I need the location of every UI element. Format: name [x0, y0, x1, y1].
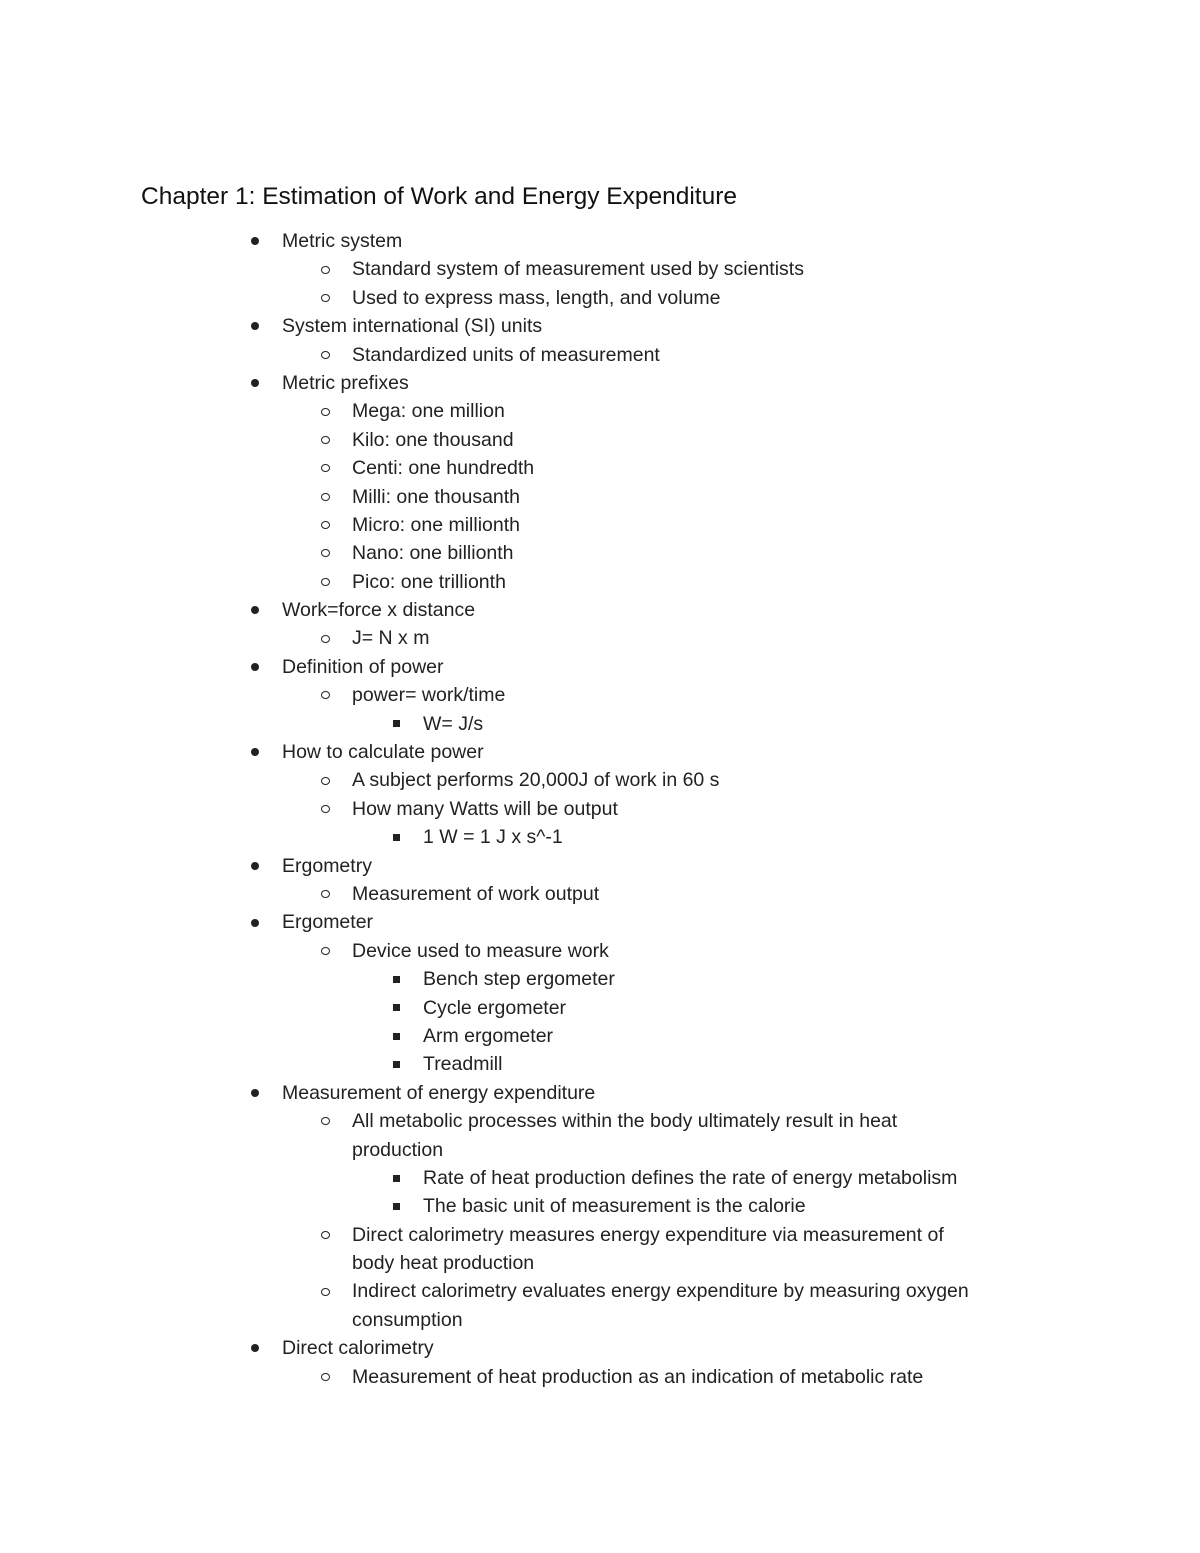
list-item [0, 312, 1200, 340]
hollow-circle-bullet-icon [318, 681, 332, 709]
list-item [0, 397, 1200, 425]
filled-square-bullet-icon [389, 965, 403, 993]
list-item-text: How many Watts will be output [352, 797, 618, 820]
filled-circle-bullet-icon [248, 1334, 262, 1362]
hollow-circle-bullet-icon [318, 454, 332, 482]
list-item-text: production [352, 1138, 444, 1161]
filled-circle-bullet-icon [248, 908, 262, 936]
list-item [0, 1107, 1200, 1135]
filled-square-bullet-icon [389, 994, 403, 1022]
list-item [0, 341, 1200, 369]
list-item [0, 880, 1200, 908]
list-item-text: Metric prefixes [282, 371, 409, 394]
list-item [0, 255, 1200, 283]
filled-square-bullet-icon [389, 823, 403, 851]
list-item [0, 1050, 1200, 1078]
list-item [0, 568, 1200, 596]
list-item [0, 994, 1200, 1022]
list-item [0, 1079, 1200, 1107]
hollow-circle-bullet-icon [318, 284, 332, 312]
hollow-circle-bullet-icon [318, 568, 332, 596]
list-item [0, 483, 1200, 511]
hollow-circle-bullet-icon [318, 937, 332, 965]
hollow-circle-bullet-icon [318, 1363, 332, 1391]
hollow-circle-bullet-icon [318, 1221, 332, 1249]
filled-circle-bullet-icon [248, 653, 262, 681]
list-item [0, 937, 1200, 965]
bullet-outline [0, 227, 1200, 1391]
filled-circle-bullet-icon [248, 227, 262, 255]
list-item [0, 426, 1200, 454]
list-item-text: Arm ergometer [423, 1024, 554, 1047]
hollow-circle-bullet-icon [318, 483, 332, 511]
filled-circle-bullet-icon [248, 738, 262, 766]
list-item-text: Measurement of energy expenditure [282, 1081, 596, 1104]
hollow-circle-bullet-icon [318, 539, 332, 567]
filled-circle-bullet-icon [248, 312, 262, 340]
hollow-circle-bullet-icon [318, 397, 332, 425]
list-item-continuation [0, 1306, 1200, 1334]
filled-square-bullet-icon [389, 1192, 403, 1220]
list-item [0, 596, 1200, 624]
list-item-text: Used to express mass, length, and volume [352, 286, 721, 309]
list-item-text: Rate of heat production defines the rate of energy metabolism [423, 1166, 958, 1189]
list-item-text: body heat production [352, 1252, 535, 1275]
list-item-continuation [0, 1249, 1200, 1277]
hollow-circle-bullet-icon [318, 255, 332, 283]
list-item [0, 1022, 1200, 1050]
list-item-text: Definition of power [282, 655, 444, 678]
list-item [0, 227, 1200, 255]
list-item [0, 965, 1200, 993]
list-item-text: Direct calorimetry [282, 1337, 434, 1360]
hollow-circle-bullet-icon [318, 624, 332, 652]
list-item-text: Pico: one trillionth [352, 570, 506, 593]
list-item-text: Direct calorimetry measures energy expenditure via measurement of [352, 1223, 944, 1246]
list-item-text: Ergometer [282, 911, 374, 934]
hollow-circle-bullet-icon [318, 766, 332, 794]
list-item-text: Standardized units of measurement [352, 343, 660, 366]
list-item-text: Nano: one billionth [352, 542, 514, 565]
list-item-text: Kilo: one thousand [352, 428, 514, 451]
list-item-text: power= work/time [352, 684, 506, 707]
list-item-text: Micro: one millionth [352, 513, 520, 536]
hollow-circle-bullet-icon [318, 1277, 332, 1305]
filled-square-bullet-icon [389, 1050, 403, 1078]
list-item-text: J= N x m [352, 627, 430, 650]
list-item [0, 823, 1200, 851]
hollow-circle-bullet-icon [318, 795, 332, 823]
list-item-text: Milli: one thousanth [352, 485, 521, 508]
list-item [0, 852, 1200, 880]
list-item-text: How to calculate power [282, 741, 484, 764]
list-item-text: Mega: one million [352, 400, 505, 423]
list-item-text: Standard system of measurement used by scientists [352, 258, 804, 281]
filled-square-bullet-icon [389, 1022, 403, 1050]
list-item-text: Measurement of heat production as an indication of metabolic rate [352, 1365, 924, 1388]
list-item [0, 1334, 1200, 1362]
filled-circle-bullet-icon [248, 369, 262, 397]
filled-circle-bullet-icon [248, 596, 262, 624]
list-item [0, 1192, 1200, 1220]
list-item [0, 1277, 1200, 1305]
hollow-circle-bullet-icon [318, 511, 332, 539]
filled-square-bullet-icon [389, 710, 403, 738]
list-item [0, 369, 1200, 397]
list-item-text: System international (SI) units [282, 315, 543, 338]
page-title: Chapter 1: Estimation of Work and Energy Expenditure [141, 183, 738, 210]
list-item [0, 1164, 1200, 1192]
list-item-text: Cycle ergometer [423, 996, 567, 1019]
list-item-continuation [0, 1136, 1200, 1164]
list-item [0, 1221, 1200, 1249]
list-item [0, 624, 1200, 652]
list-item-text: Ergometry [282, 854, 372, 877]
list-item-text: Centi: one hundredth [352, 457, 535, 480]
list-item-text: W= J/s [423, 712, 484, 735]
list-item [0, 1363, 1200, 1391]
list-item-text: Work=force x distance [282, 599, 476, 622]
list-item [0, 511, 1200, 539]
filled-square-bullet-icon [389, 1164, 403, 1192]
hollow-circle-bullet-icon [318, 341, 332, 369]
list-item-text: A subject performs 20,000J of work in 60 s [352, 769, 720, 792]
list-item-text: The basic unit of measurement is the calorie [423, 1195, 806, 1218]
list-item-text: Device used to measure work [352, 939, 609, 962]
list-item-text: Indirect calorimetry evaluates energy expenditure by measuring oxygen [352, 1280, 969, 1303]
list-item [0, 710, 1200, 738]
list-item [0, 795, 1200, 823]
list-item-text: 1 W = 1 J x s^-1 [423, 826, 563, 849]
list-item-text: Metric system [282, 230, 403, 252]
list-item [0, 454, 1200, 482]
list-item-text: consumption [352, 1308, 463, 1331]
hollow-circle-bullet-icon [318, 426, 332, 454]
list-item [0, 681, 1200, 709]
list-item-text: Bench step ergometer [423, 968, 615, 991]
list-item [0, 908, 1200, 936]
hollow-circle-bullet-icon [318, 1107, 332, 1135]
list-item [0, 284, 1200, 312]
list-item [0, 653, 1200, 681]
list-item-text: Measurement of work output [352, 882, 600, 905]
list-item [0, 539, 1200, 567]
hollow-circle-bullet-icon [318, 880, 332, 908]
list-item-text: Treadmill [423, 1053, 503, 1076]
filled-circle-bullet-icon [248, 1079, 262, 1107]
filled-circle-bullet-icon [248, 852, 262, 880]
list-item [0, 766, 1200, 794]
list-item-text: All metabolic processes within the body ultimately result in heat [352, 1110, 898, 1133]
list-item [0, 738, 1200, 766]
